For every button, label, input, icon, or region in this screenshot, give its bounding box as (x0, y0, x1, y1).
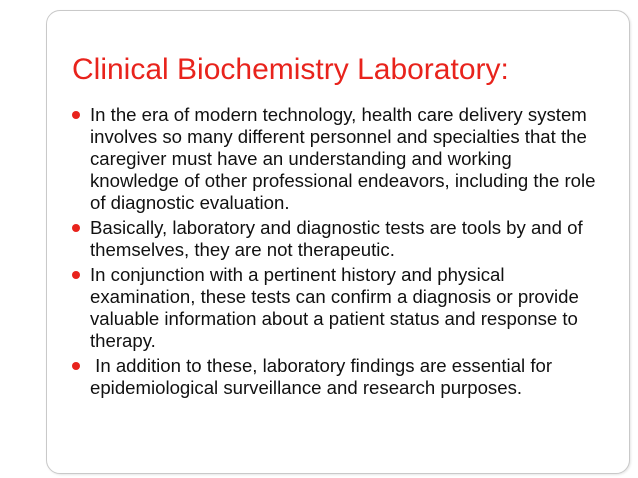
bullet-dot-icon (72, 362, 80, 370)
bullet-item (72, 355, 602, 399)
bullet-dot-icon (72, 271, 80, 279)
bullet-text: In the era of modern technology, health care delivery system involves so many different personnel and specialties that the caregiver must have an understanding and working knowledge of other professional endeavors, including the role of diagnostic evaluation. (90, 104, 596, 213)
bullet-item (72, 217, 602, 261)
bullet-list (72, 104, 602, 402)
bullet-item (72, 104, 602, 214)
bullet-text: In conjunction with a pertinent history and physical examination, these tests can confirm a diagnosis or provide valuable information about a patient status and response to therapy. (90, 264, 579, 351)
bullet-item (72, 264, 602, 352)
bullet-text: In addition to these, laboratory findings are essential for epidemiological surveillance and research purposes. (90, 355, 558, 398)
slide-title: Clinical Biochemistry Laboratory: (72, 53, 509, 86)
bullet-dot-icon (72, 111, 80, 119)
bullet-text: Basically, laboratory and diagnostic tests are tools by and of themselves, they are not therapeutic. (90, 217, 583, 260)
bullet-dot-icon (72, 224, 80, 232)
